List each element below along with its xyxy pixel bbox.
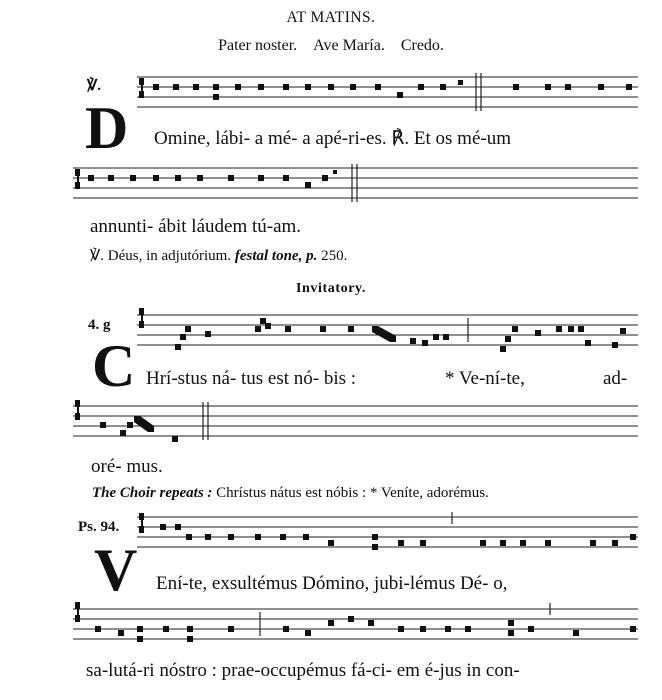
staff-2 (73, 168, 638, 198)
repeat-text: Chrístus nátus est nóbis : * Veníte, adorémus. (216, 485, 489, 501)
drop-cap-c: C (92, 333, 136, 399)
mode-label: 4. g (88, 317, 111, 333)
drop-cap-d: D (85, 95, 129, 161)
psalm-lyric-line-1: Ení-te, exsultémus Dómino, jubi-lémus Dé- o, (156, 573, 508, 594)
invitatory-lyric-line-1a: Hrí-stus ná- tus est nó- bis : (146, 368, 357, 389)
repeat-rubric (92, 485, 489, 502)
repeat-label: The Choir repeats : (92, 485, 213, 501)
page-title: AT MATINS. (286, 9, 376, 26)
prayer-item: Credo. (400, 37, 444, 54)
drop-cap-v: V (94, 537, 138, 603)
rubric-tone: festal tone, p. (234, 248, 318, 264)
versicle-lyric-line-2: annunti- ábit láudem tú-am. (90, 216, 302, 237)
prayer-item: Pater noster. (218, 37, 298, 54)
neumes (88, 80, 636, 642)
invitatory-lyric-line-1c: ad- (603, 368, 628, 389)
bar-lines (203, 73, 550, 636)
rubric-cue: ℣. (90, 248, 105, 264)
staff-6 (73, 609, 638, 639)
invitatory-lyric-line-2: oré- mus. (91, 456, 163, 477)
rubric-text: Déus, in adjutórium. (107, 248, 232, 264)
versicle-cue: ℣. (87, 78, 102, 94)
versicle-lyric-line-1: Omine, lábi- a mé- a apé-ri-es. ℟. Et os mé-um (154, 128, 511, 149)
staff-4 (73, 406, 638, 436)
staff-5 (137, 517, 638, 547)
invitatory-heading: Invitatory. (296, 281, 366, 296)
prayer-item: Ave María. (313, 37, 385, 54)
rubric-page: 250. (321, 248, 348, 264)
psalm-lyric-line-2: sa-lutá-ri nóstro : prae-occupémus fá-ci- em é-jus in con- (86, 660, 520, 681)
invitatory-lyric-line-1b: * Ve-ní-te, (445, 368, 525, 389)
rubric-line (90, 246, 347, 265)
staff-1 (137, 77, 638, 107)
psalm-cue: Ps. 94. (78, 519, 120, 535)
